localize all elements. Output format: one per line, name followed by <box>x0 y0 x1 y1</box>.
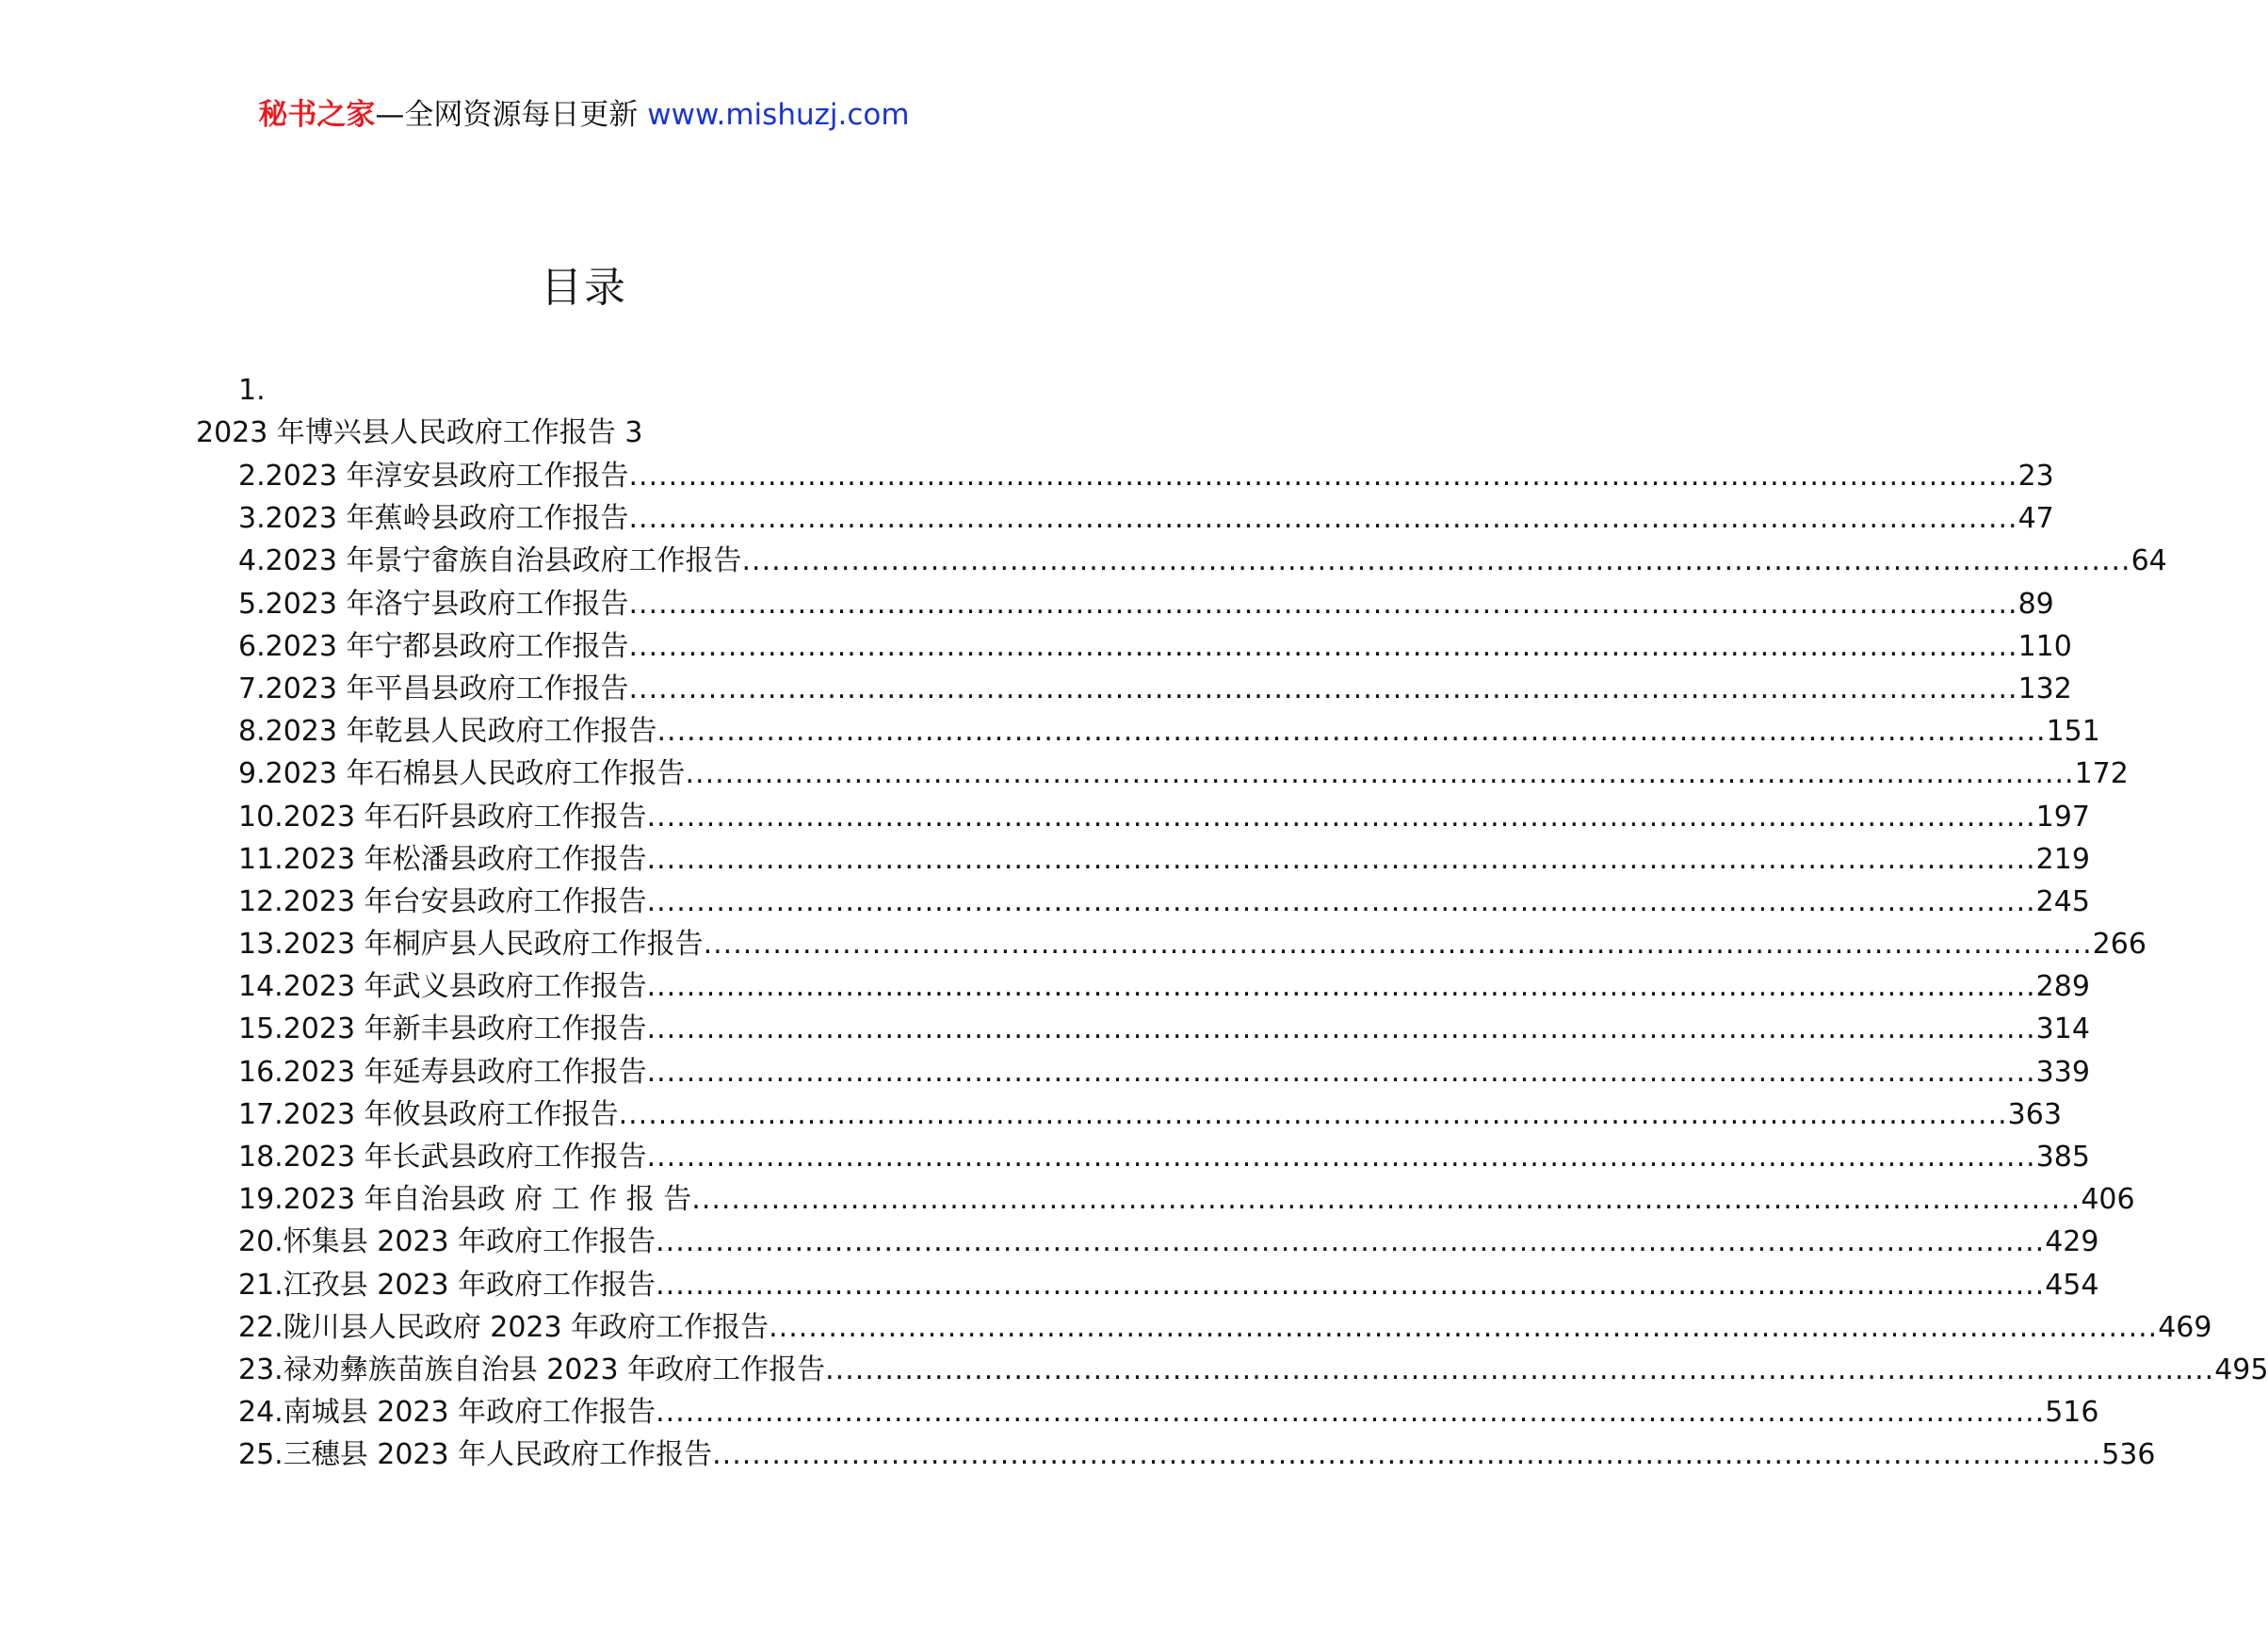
toc-entry-label: 5.2023 年洛宁县政府工作报告 <box>238 587 629 621</box>
toc-dot-leader: ............................................................................................................................................ <box>628 460 2018 493</box>
toc-dot-leader: ............................................................................................................................................ <box>646 1055 2036 1089</box>
toc-dot-leader: ............................................................................................................................................ <box>656 715 2047 749</box>
toc-entry-page: 172 <box>2074 757 2129 791</box>
toc-entry-page: 89 <box>2017 587 2054 621</box>
toc-entry-label: 11.2023 年松潘县政府工作报告 <box>238 842 647 876</box>
toc-entry-first[interactable] <box>0 369 1168 454</box>
toc-entry[interactable] <box>238 796 2090 838</box>
toc-dot-leader: ............................................................................................................................................ <box>769 1310 2159 1344</box>
toc-entry-label: 2023 年博兴县人民政府工作报告 3 <box>196 416 643 449</box>
toc-entry[interactable] <box>238 1093 2062 1136</box>
toc-entry[interactable] <box>238 1306 2212 1349</box>
toc-entry[interactable] <box>238 540 2167 582</box>
toc-entry-page: 266 <box>2092 928 2146 962</box>
toc-dot-leader: ............................................................................................................................................ <box>646 842 2036 876</box>
toc-entry-page: 151 <box>2046 715 2100 749</box>
toc-dot-leader: ............................................................................................................................................ <box>628 672 2018 705</box>
toc-entry-label: 14.2023 年武义县政府工作报告 <box>238 970 647 1004</box>
toc-entry-page: 406 <box>2081 1183 2135 1217</box>
toc-entry-label: 17.2023 年攸县政府工作报告 <box>238 1097 619 1131</box>
toc-entry[interactable] <box>238 965 2090 1008</box>
toc-dot-leader: ............................................................................................................................................ <box>712 1438 2102 1472</box>
toc-entry-label: 10.2023 年石阡县政府工作报告 <box>238 800 647 834</box>
toc-entry[interactable] <box>238 710 2100 753</box>
toc-entry[interactable] <box>238 625 2072 668</box>
toc-dot-leader: ............................................................................................................................................ <box>656 1396 2046 1430</box>
toc-entry-page: 469 <box>2158 1310 2212 1344</box>
toc-entry[interactable] <box>238 497 2054 540</box>
toc-entry-page: 429 <box>2045 1225 2099 1259</box>
toc-entry[interactable] <box>238 1221 2099 1263</box>
toc-dot-leader: ............................................................................................................................................ <box>646 800 2036 834</box>
site-header <box>0 94 1168 136</box>
toc-entry-page: 23 <box>2017 460 2054 493</box>
toc-title: 目录 <box>541 264 627 312</box>
toc-entry[interactable] <box>238 1008 2090 1050</box>
toc-entry[interactable] <box>238 753 2129 795</box>
toc-entry[interactable] <box>238 838 2090 881</box>
toc-entry[interactable] <box>238 1136 2090 1178</box>
toc-entry[interactable] <box>238 1051 2090 1093</box>
toc-dot-leader: ............................................................................................................................................ <box>628 502 2018 536</box>
toc-dot-leader: ............................................................................................................................................ <box>656 1225 2046 1259</box>
toc-dot-leader: ............................................................................................................................................ <box>646 970 2036 1004</box>
toc-dot-leader: ............................................................................................................................................ <box>703 928 2093 962</box>
toc-entry-label: 20.怀集县 2023 年政府工作报告 <box>238 1225 656 1259</box>
toc-entry-page: 495 <box>2214 1352 2268 1386</box>
toc-entry-page: 245 <box>2035 884 2090 918</box>
toc-entry-page: 110 <box>2017 629 2072 663</box>
toc-entry-page: 47 <box>2017 502 2054 536</box>
toc-entry[interactable] <box>238 583 2054 625</box>
toc-entry-page: 219 <box>2035 842 2090 876</box>
toc-entry-label: 7.2023 年平昌县政府工作报告 <box>238 672 629 705</box>
toc-entry[interactable] <box>238 1391 2099 1433</box>
toc-entry-label: 25.三穗县 2023 年人民政府工作报告 <box>238 1438 713 1472</box>
toc-entry-label: 8.2023 年乾县人民政府工作报告 <box>238 715 657 749</box>
toc-dot-leader: ............................................................................................................................................ <box>825 1352 2215 1386</box>
toc-entry[interactable] <box>238 923 2146 965</box>
toc-entry-label: 18.2023 年长武县政府工作报告 <box>238 1141 647 1174</box>
toc-entry-label: 6.2023 年宁都县政府工作报告 <box>238 629 629 663</box>
toc-entry-number: 1. <box>238 374 266 407</box>
toc-entry-label: 21.江孜县 2023 年政府工作报告 <box>238 1268 656 1302</box>
toc-dot-leader: ............................................................................................................................................ <box>685 757 2075 791</box>
toc-dot-leader: ............................................................................................................................................ <box>628 587 2018 621</box>
toc-entry-label: 13.2023 年桐庐县人民政府工作报告 <box>238 928 704 962</box>
toc-entry[interactable] <box>238 881 2090 923</box>
toc-entry[interactable] <box>238 1178 2135 1221</box>
toc-entry-label: 2.2023 年淳安县政府工作报告 <box>238 460 629 493</box>
toc-entry-page: 64 <box>2130 544 2167 578</box>
toc-entry[interactable] <box>238 1349 2268 1391</box>
toc-entry-page: 197 <box>2035 800 2090 834</box>
header-tagline: —全网资源每日更新 <box>375 98 648 132</box>
toc-entry-label: 23.禄劝彝族苗族自治县 2023 年政府工作报告 <box>238 1352 826 1386</box>
toc-entry-page: 314 <box>2035 1012 2090 1046</box>
toc-entry-label: 9.2023 年石棉县人民政府工作报告 <box>238 757 686 791</box>
toc-entry-label: 16.2023 年延寿县政府工作报告 <box>238 1055 647 1089</box>
toc-entry-page: 363 <box>2007 1097 2062 1131</box>
toc-list <box>238 455 2268 1477</box>
toc-entry-page: 289 <box>2035 970 2090 1004</box>
toc-entry-label: 15.2023 年新丰县政府工作报告 <box>238 1012 647 1046</box>
toc-dot-leader: ............................................................................................................................................ <box>628 629 2018 663</box>
toc-entry-label: 12.2023 年台安县政府工作报告 <box>238 884 647 918</box>
toc-entry-page: 454 <box>2045 1268 2099 1302</box>
toc-entry-page: 339 <box>2035 1055 2090 1089</box>
toc-entry-label: 24.南城县 2023 年政府工作报告 <box>238 1396 656 1430</box>
toc-entry[interactable] <box>238 455 2054 497</box>
toc-entry-page: 516 <box>2045 1396 2099 1430</box>
site-url-link[interactable]: www.mishuzj.com <box>647 98 910 132</box>
brand-name: 秘书之家 <box>258 98 376 132</box>
toc-dot-leader: ............................................................................................................................................ <box>656 1268 2046 1302</box>
toc-entry-page: 385 <box>2035 1141 2090 1174</box>
toc-dot-leader: ............................................................................................................................................ <box>618 1097 2008 1131</box>
toc-entry-page: 536 <box>2101 1438 2156 1472</box>
toc-entry-label: 22.陇川县人民政府 2023 年政府工作报告 <box>238 1310 770 1344</box>
toc-entry-label: 3.2023 年蕉岭县政府工作报告 <box>238 502 629 536</box>
toc-dot-leader: ............................................................................................................................................ <box>691 1183 2082 1217</box>
toc-entry-label: 4.2023 年景宁畲族自治县政府工作报告 <box>238 544 742 578</box>
toc-dot-leader: ............................................................................................................................................ <box>646 884 2036 918</box>
toc-entry[interactable] <box>238 1264 2099 1306</box>
toc-dot-leader: ............................................................................................................................................ <box>741 544 2131 578</box>
toc-entry[interactable] <box>238 668 2072 710</box>
toc-entry-page: 132 <box>2017 672 2072 705</box>
toc-dot-leader: ............................................................................................................................................ <box>646 1141 2036 1174</box>
toc-entry-label: 19.2023 年自治县政 府 工 作 报 告 <box>238 1183 692 1217</box>
toc-dot-leader: ............................................................................................................................................ <box>646 1012 2036 1046</box>
toc-entry[interactable] <box>238 1433 2156 1476</box>
